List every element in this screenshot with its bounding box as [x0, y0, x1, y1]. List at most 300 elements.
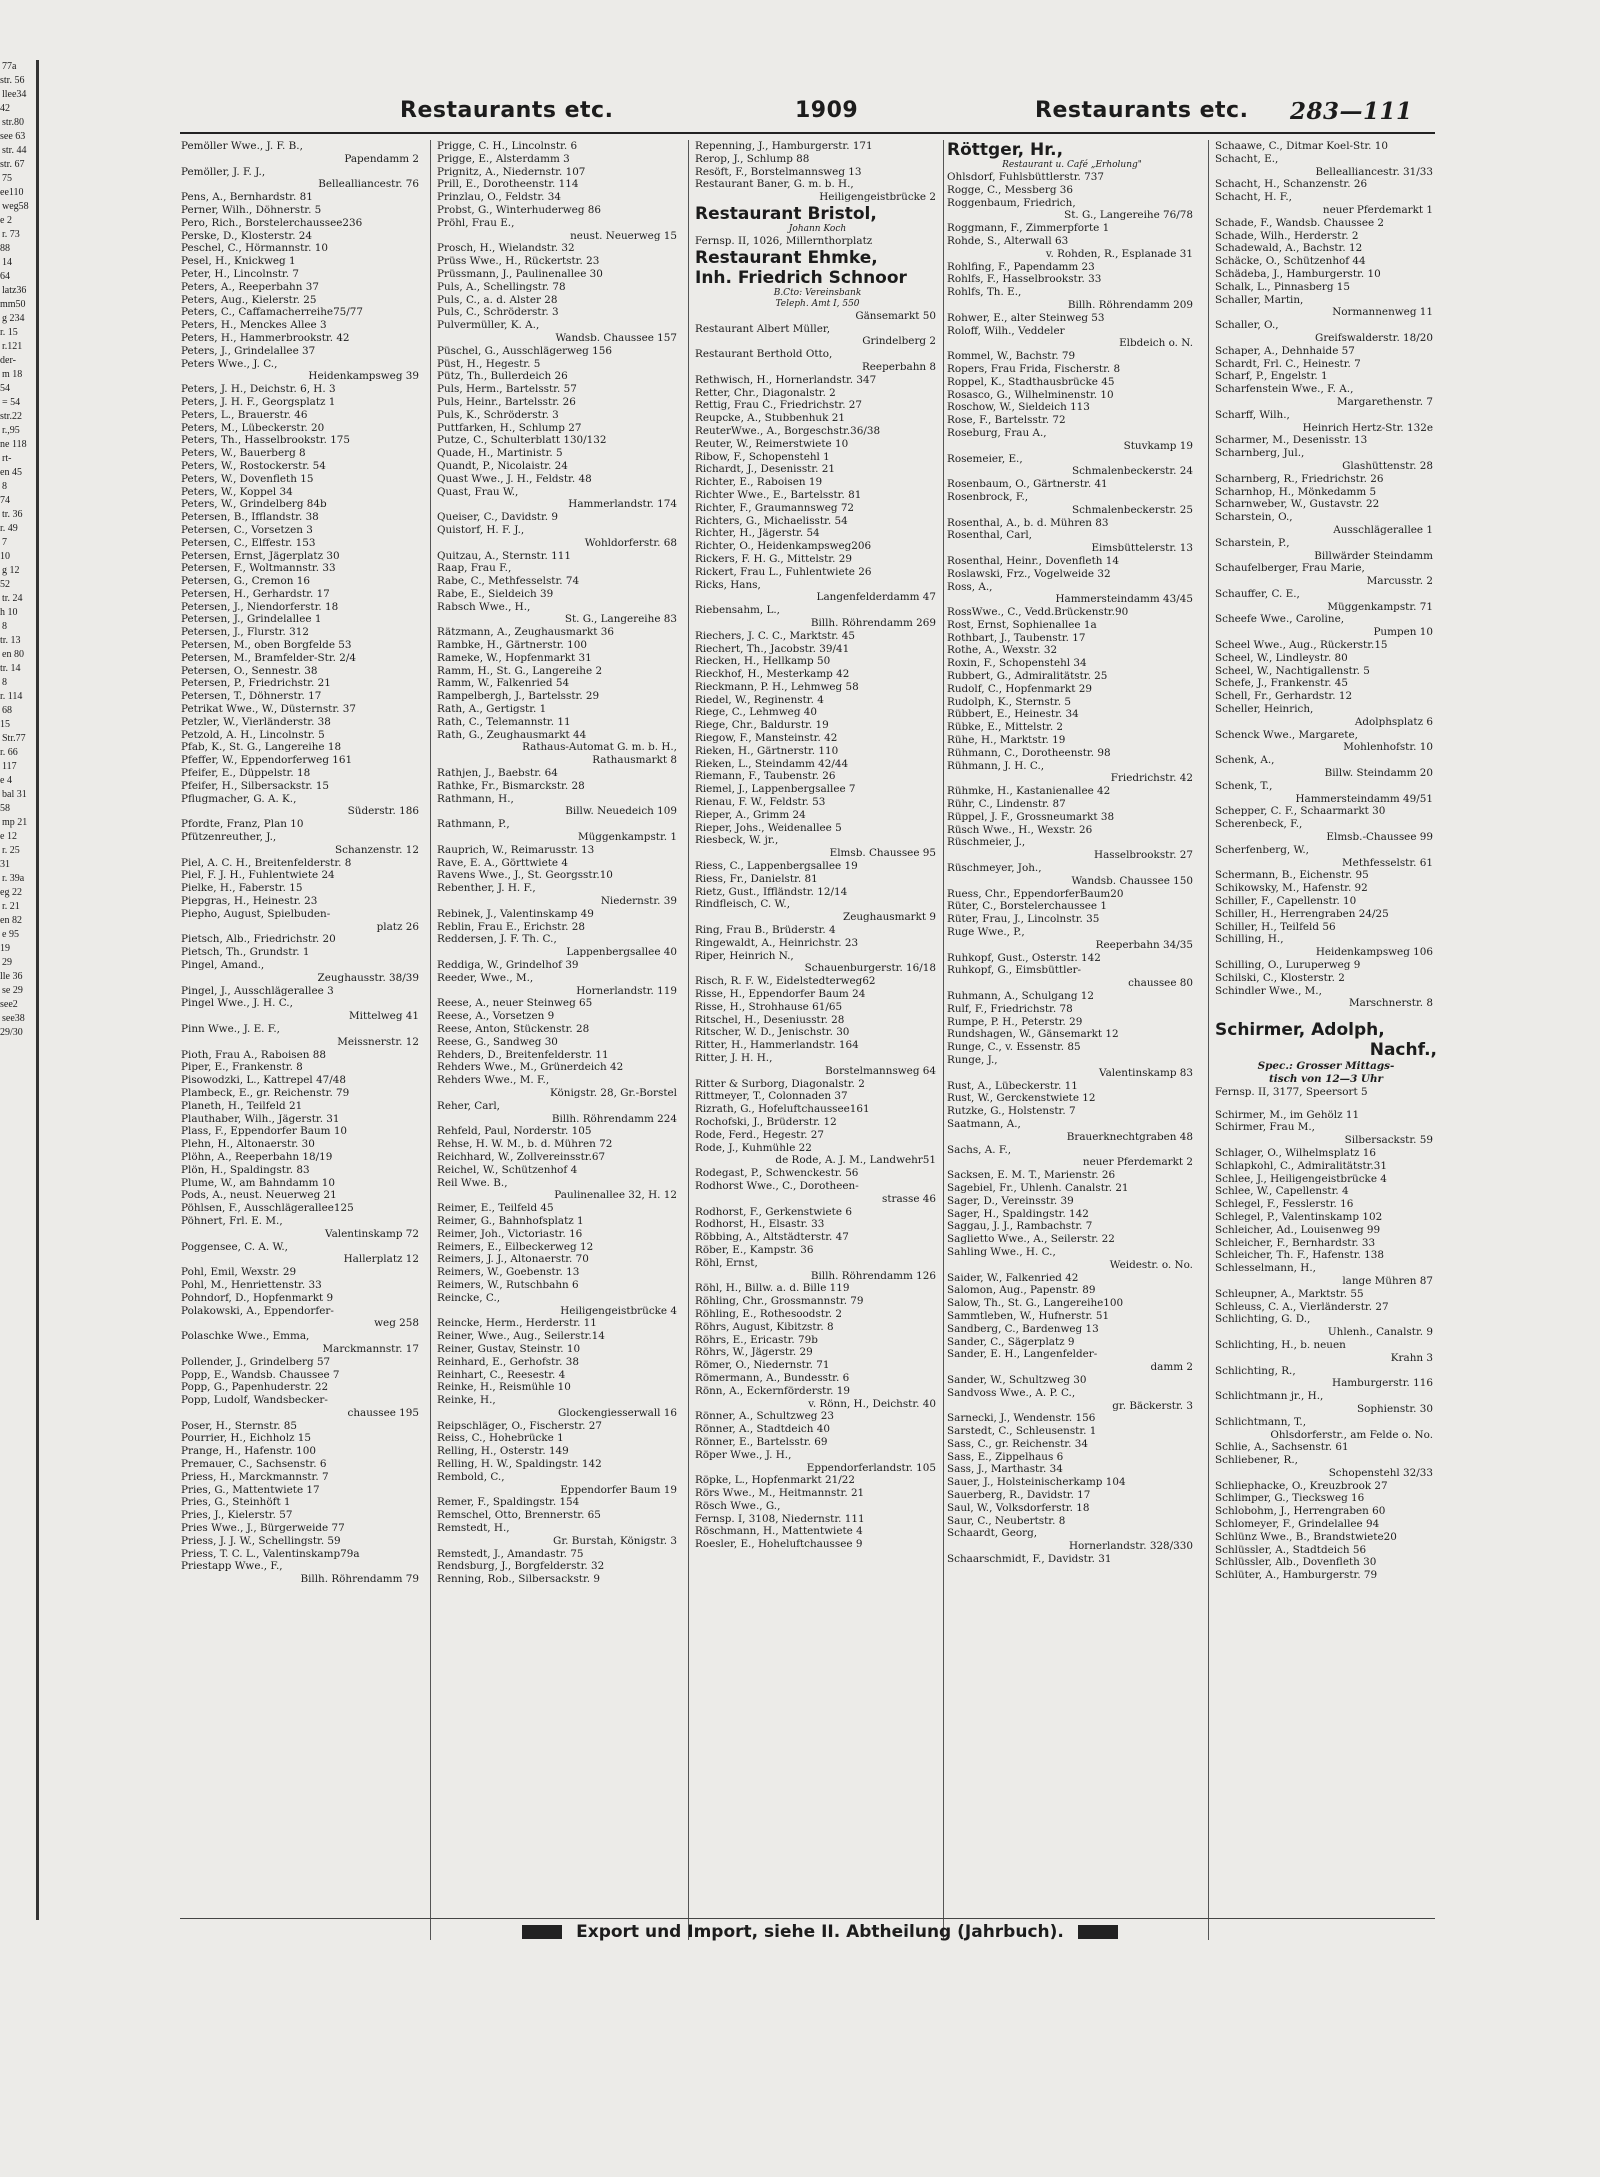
entry-continuation: Adolphsplatz 6 [1354, 715, 1433, 728]
directory-entry: Puls, Herm., Bartelsstr. 57 [437, 383, 577, 396]
directory-entry: Rühmann, J. H. C., [947, 759, 1045, 772]
directory-entry: Rutzke, G., Holstenstr. 7 [947, 1105, 1076, 1118]
directory-entry: Petrikat Wwe., W., Düsternstr. 37 [181, 703, 357, 716]
directory-entry: Roseburg, Frau A., [947, 426, 1047, 439]
entry-continuation: Marcusstr. 2 [1366, 575, 1433, 588]
directory-entry: Rerop, J., Schlump 88 [695, 152, 810, 165]
advert-heading: Schirmer, Adolph, [1215, 1020, 1385, 1041]
entry-continuation: Wandsb. Chaussee 157 [555, 331, 677, 344]
directory-entry: Risch, R. F. W., Eidelstedterweg62 [695, 975, 876, 988]
directory-entry: Prange, H., Hafenstr. 100 [181, 1445, 316, 1458]
strip-fragment: 14 [2, 257, 12, 268]
header-section-left: Restaurants etc. [400, 98, 614, 123]
directory-entry: Reichel, W., Schützenhof 4 [437, 1163, 578, 1176]
directory-entry: Perner, Wilh., Döhnerstr. 5 [181, 203, 322, 216]
entry-continuation: Mittelweg 41 [348, 1010, 419, 1023]
directory-entry: Ruess, Chr., EppendorferBaum20 [947, 887, 1124, 900]
directory-entry: Schliephacke, O., Kreuzbrook 27 [1215, 1479, 1388, 1492]
entry-continuation: Hammersteindamm 49/51 [1295, 792, 1433, 805]
entry-continuation: Silbersackstr. 59 [1344, 1134, 1433, 1147]
directory-entry: Pfützenreuther, J., [181, 831, 277, 844]
directory-entry: Riemel, J., Lappenbergsallee 7 [695, 783, 856, 796]
entry-continuation: lange Mühren 87 [1342, 1274, 1433, 1287]
entry-continuation: Glashüttenstr. 28 [1342, 459, 1433, 472]
entry-continuation: Schopenstehl 32/33 [1328, 1466, 1433, 1479]
directory-entry: Petersen, P., Friedrichstr. 21 [181, 677, 331, 690]
directory-entry: Petersen, J., Flurstr. 312 [181, 626, 309, 639]
entry-continuation: damm 2 [1150, 1361, 1193, 1374]
strip-fragment: r. 73 [2, 229, 20, 240]
entry-continuation: Gr. Burstah, Königstr. 3 [553, 1534, 677, 1547]
entry-continuation: Heidenkampsweg 39 [308, 370, 419, 383]
strip-fragment: tr. 13 [0, 635, 21, 646]
directory-entry: Pflugmacher, G. A. K., [181, 792, 297, 805]
entry-continuation: neuer Pferdemarkt 1 [1322, 203, 1433, 216]
directory-entry: Puls, C., Schröderstr. 3 [437, 306, 559, 319]
directory-entry: Quistorf, H. F. J., [437, 523, 525, 536]
entry-continuation: Rathaus-Automat G. m. b. H., [522, 741, 677, 754]
directory-entry: Rath, A., Gertigstr. 1 [437, 703, 547, 716]
directory-entry: Popp, E., Wandsb. Chaussee 7 [181, 1368, 340, 1381]
directory-entry: Schaardt, Georg, [947, 1527, 1038, 1540]
directory-entry: Pries, G., Mattentwiete 17 [181, 1483, 320, 1496]
directory-entry: Sander, E. H., Langenfelder- [947, 1348, 1098, 1361]
directory-entry: Rüppel, J. F., Grossneumarkt 38 [947, 810, 1115, 823]
directory-entry: Rieper, Johs., Weidenallee 5 [695, 821, 842, 834]
advert-line: Johann Koch [788, 223, 847, 234]
entry-continuation: Gänsemarkt 50 [855, 309, 936, 322]
directory-entry: Schirmer, Frau M., [1215, 1121, 1315, 1134]
strip-fragment: 74 [0, 495, 10, 506]
directory-entry: Rethwisch, H., Hornerlandstr. 347 [695, 373, 877, 386]
directory-entry: Popp, Ludolf, Wandsbecker- [181, 1394, 328, 1407]
directory-entry: Scharnweber, W., Gustavstr. 22 [1215, 498, 1380, 511]
entry-continuation: chaussee 80 [1128, 977, 1193, 990]
directory-entry: Popp, G., Papenhuderstr. 22 [181, 1381, 329, 1394]
directory-entry: Remstedt, H., [437, 1522, 510, 1535]
directory-entry: Priess, J. J. W., Schellingstr. 59 [181, 1534, 341, 1547]
directory-entry: Rönn, A., Eckernförderstr. 19 [695, 1384, 850, 1397]
directory-entry: Reeder, Wwe., M., [437, 971, 534, 984]
directory-entry: Reiss, C., Hohebrücke 1 [437, 1432, 564, 1445]
directory-entry: Rathjen, J., Baebstr. 64 [437, 767, 558, 780]
directory-entry: Peters, J. H. F., Georgsplatz 1 [181, 395, 336, 408]
directory-entry: Schlie, A., Sachsenstr. 61 [1215, 1441, 1349, 1454]
entry-continuation: Krahn 3 [1390, 1351, 1433, 1364]
directory-entry: Scharstein, P., [1215, 536, 1290, 549]
directory-entry: Rodegast, P., Schwenckestr. 56 [695, 1167, 859, 1180]
directory-entry: Schikowsky, M., Hafenstr. 92 [1215, 882, 1368, 895]
directory-entry: Peters, H., Hammerbrookstr. 42 [181, 331, 350, 344]
directory-entry: Puls, C., a. d. Alster 28 [437, 293, 558, 306]
directory-entry: Poggensee, C. A. W., [181, 1240, 288, 1253]
entry-continuation: Fernsp. II, 3177, Speersort 5 [1215, 1085, 1368, 1098]
column-5 [1215, 140, 1437, 1940]
entry-continuation: Stuvkamp 19 [1123, 439, 1193, 452]
entry-continuation: platz 26 [376, 920, 419, 933]
strip-fragment: 15 [0, 719, 10, 730]
directory-entry: Pingel, Amand., [181, 959, 265, 971]
directory-entry: Schliebener, R., [1215, 1454, 1298, 1467]
directory-entry: Prosch, H., Wielandstr. 32 [437, 242, 575, 255]
directory-entry: Schenk, T., [1215, 779, 1273, 792]
directory-entry: Richter, F., Graumannsweg 72 [695, 501, 855, 514]
directory-entry: Rodhorst, F., Gerkenstwiete 6 [695, 1205, 852, 1218]
directory-entry: Reinke, H., Reismühle 10 [437, 1381, 571, 1394]
directory-entry: Schenk, A., [1215, 754, 1275, 767]
strip-fragment: ne 118 [0, 439, 27, 450]
directory-entry: Roxin, F., Schopenstehl 34 [947, 657, 1087, 670]
strip-fragment: 10 [0, 551, 10, 562]
directory-entry: Schaufelberger, Frau Marie, [1215, 562, 1365, 575]
directory-entry: ReuterWwe., A., Borgeschstr.36/38 [695, 424, 881, 437]
directory-entry: Rübke, E., Mittelstr. 2 [947, 721, 1064, 734]
directory-entry: Sauerberg, R., Davidstr. 17 [947, 1489, 1091, 1502]
directory-entry: Schiller, H., Herrengraben 24/25 [1215, 907, 1389, 920]
directory-entry: Salomon, Aug., Papenstr. 89 [947, 1284, 1096, 1297]
directory-entry: Röber, E., Kampstr. 36 [695, 1243, 814, 1256]
directory-entry: Röschmann, H., Mattentwiete 4 [695, 1525, 863, 1538]
directory-entry: Schlichtmann jr., H., [1215, 1390, 1324, 1403]
strip-fragment: rt- [2, 453, 12, 464]
entry-continuation: Hallerplatz 12 [343, 1253, 419, 1266]
entry-continuation: weg 258 [374, 1317, 419, 1330]
directory-entry: Pesel, H., Knickweg 1 [181, 255, 296, 268]
directory-entry: Röhrs, W., Jägerstr. 29 [695, 1346, 813, 1359]
directory-entry: Ropers, Frau Frida, Fischerstr. 8 [947, 362, 1121, 375]
directory-entry: Reiner, Wwe., Aug., Seilerstr.14 [437, 1330, 605, 1343]
directory-entry: Ritschel, H., Deseniusstr. 28 [695, 1013, 845, 1026]
directory-entry: Peters, C., Caffamacherreihe75/77 [181, 306, 364, 319]
directory-entry: Peters Wwe., J. C., [181, 357, 278, 370]
directory-entry: Scharfenstein Wwe., F. A., [1215, 383, 1354, 396]
entry-continuation: Margarethenstr. 7 [1336, 395, 1433, 408]
entry-continuation: Süderstr. 186 [347, 805, 419, 818]
strip-fragment: 68 [2, 705, 12, 716]
directory-entry: Restaurant Albert Müller, [695, 322, 831, 335]
page-number: 283—111 [1290, 98, 1413, 125]
directory-entry: Reddiga, W., Grindelhof 39 [437, 959, 579, 971]
directory-entry: Sahling Wwe., H. C., [947, 1245, 1056, 1258]
directory-entry: Puls, K., Schröderstr. 3 [437, 408, 559, 421]
directory-entry: Reimers, W., Goebenstr. 13 [437, 1266, 580, 1279]
directory-entry: Schlapkohl, C., Admiralitätstr.31 [1215, 1159, 1388, 1172]
entry-continuation: Methfesselstr. 61 [1342, 856, 1433, 869]
directory-entry: Runge, J., [947, 1053, 998, 1066]
spacer [1215, 1010, 1437, 1020]
advert-heading: Restaurant Bristol, [695, 203, 877, 224]
directory-entry: Rohlfs, F., Hasselbrookstr. 33 [947, 273, 1102, 286]
directory-entry: Reimers, J. J., Altonaerstr. 70 [437, 1253, 589, 1266]
directory-entry: Rosenthal, Carl, [947, 529, 1032, 542]
directory-entry: Pries, J., Kielerstr. 57 [181, 1509, 293, 1522]
directory-entry: Richter Wwe., E., Bartelsstr. 81 [695, 488, 862, 501]
strip-fragment: see2 [0, 999, 18, 1010]
entry-continuation: Borstelmannsweg 64 [825, 1064, 936, 1077]
entry-continuation: Billh. Röhrendamm 209 [1067, 298, 1193, 311]
entry-continuation: Billwärder Steindamm [1314, 549, 1433, 562]
directory-entry: Rulf, F., Friedrichstr. 78 [947, 1002, 1073, 1015]
directory-entry: Rehders Wwe., M. F., [437, 1074, 550, 1087]
directory-entry: Pröhl, Frau E., [437, 216, 515, 229]
directory-entry: Pero, Rich., Borstelerchaussee236 [181, 216, 363, 229]
directory-entry: Schilski, C., Klosterstr. 2 [1215, 971, 1345, 984]
directory-entry: Quandt, P., Nicolaistr. 24 [437, 459, 568, 472]
directory-entry: Petersen, C., Vorsetzen 3 [181, 523, 313, 536]
advert-heading: Nachf., [1369, 1040, 1437, 1061]
directory-entry: Rameke, W., Hopfenmarkt 31 [437, 651, 592, 664]
directory-entry: Petzler, W., Vierländerstr. 38 [181, 715, 331, 728]
entry-continuation: Schmalenbeckerstr. 24 [1071, 465, 1193, 478]
strip-fragment: 8 [2, 621, 7, 632]
directory-entry: Schlünz Wwe., B., Brandstwiete20 [1215, 1530, 1397, 1543]
spacer [1215, 1099, 1437, 1109]
directory-entry: Pöhlsen, F., Ausschlägerallee125 [181, 1202, 354, 1215]
strip-fragment: en 45 [0, 467, 22, 478]
directory-entry: Schacht, H., Schanzenstr. 26 [1215, 178, 1368, 191]
directory-entry: Schadewald, A., Bachstr. 12 [1215, 242, 1363, 255]
directory-entry: Scheefe Wwe., Caroline, [1215, 613, 1345, 626]
directory-entry: Ruhkopf, G., Eimsbüttler- [947, 964, 1082, 977]
directory-entry: Sacksen, E. M. T., Marienstr. 26 [947, 1169, 1116, 1182]
directory-entry: Peters, W., Koppel 34 [181, 485, 293, 498]
directory-entry: Pingel Wwe., J. H. C., [181, 997, 293, 1010]
pointing-hand-icon [522, 1925, 562, 1939]
column-divider [943, 140, 944, 1940]
strip-fragment: tr. 36 [2, 509, 23, 520]
directory-entry: Scharmer, M., Desenisstr. 13 [1215, 434, 1368, 447]
directory-entry: Schardt, Frl. C., Heinestr. 7 [1215, 357, 1361, 370]
strip-fragment: e 95 [2, 929, 19, 940]
directory-entry: Rodhorst Wwe., C., Dorotheen- [695, 1179, 859, 1192]
directory-entry: Rogge, C., Messberg 36 [947, 183, 1074, 196]
directory-entry: Ramm, H., St. G., Langereihe 2 [437, 664, 603, 677]
directory-entry: Reblin, Frau E., Erichstr. 28 [437, 920, 585, 933]
directory-entry: Reese, G., Sandweg 30 [437, 1035, 558, 1048]
directory-entry: Scharnhop, H., Mönkedamm 5 [1215, 485, 1377, 498]
directory-entry: Petersen, O., Sennestr. 38 [181, 664, 318, 677]
directory-entry: Ritter, J. H. H., [695, 1052, 773, 1064]
directory-entry: Rochofski, J., Brüderstr. 12 [695, 1115, 837, 1128]
strip-fragment: 77a [2, 61, 17, 72]
directory-entry: Rieken, H., Gärtnerstr. 110 [695, 744, 839, 757]
strip-fragment: der- [0, 355, 16, 366]
strip-fragment: r. 15 [0, 327, 18, 338]
strip-fragment: h 10 [0, 607, 18, 618]
directory-entry: Roslawski, Frz., Vogelweide 32 [947, 567, 1111, 580]
directory-entry: Pries Wwe., J., Bürgerweide 77 [181, 1522, 345, 1535]
directory-entry: Reipschläger, O., Fischerstr. 27 [437, 1419, 603, 1432]
directory-entry: Riecken, H., Hellkamp 50 [695, 655, 831, 668]
directory-entry: Plass, F., Eppendorfer Baum 10 [181, 1125, 348, 1138]
entry-continuation: Hamburgerstr. 116 [1332, 1377, 1433, 1390]
directory-entry: Risse, H., Eppendorfer Baum 24 [695, 988, 866, 1001]
directory-entry: Remschel, Otto, Brennerstr. 65 [437, 1509, 601, 1522]
directory-entry: Rettig, Frau C., Friedrichstr. 27 [695, 399, 863, 412]
column-1 [181, 140, 423, 1940]
strip-fragment: e 4 [0, 775, 12, 786]
directory-entry: Pfeffer, W., Eppendorferweg 161 [181, 754, 353, 767]
directory-entry: Rizrath, G., Hofeluftchaussee161 [695, 1103, 870, 1116]
directory-entry: Schlee, J., Heiligengeistbrücke 4 [1215, 1172, 1387, 1185]
directory-entry: Sager, H., Spaldingstr. 142 [947, 1207, 1089, 1220]
directory-entry: Rode, Ferd., Hegestr. 27 [695, 1128, 824, 1141]
entry-continuation: Paulinenallee 32, H. 12 [554, 1189, 677, 1202]
directory-entry: Rubbert, G., Admiralitätstr. 25 [947, 670, 1108, 683]
directory-entry: Schlee, W., Capellenstr. 4 [1215, 1185, 1349, 1198]
footer-rule [180, 1918, 1435, 1919]
directory-entry: Riper, Heinrich N., [695, 949, 794, 962]
entry-continuation: neust. Neuerweg 15 [570, 229, 677, 242]
directory-entry: Peters, W., Dovenfleth 15 [181, 472, 314, 485]
directory-entry: Sarnecki, J., Wendenstr. 156 [947, 1412, 1096, 1425]
directory-entry: Riesbeck, W. jr., [695, 834, 779, 847]
directory-entry: Pfordte, Franz, Plan 10 [181, 818, 304, 831]
directory-entry: Rüschmeyer, Joh., [947, 862, 1042, 875]
directory-entry: Reimers, W., Rutschbahn 6 [437, 1278, 579, 1291]
strip-fragment: e 2 [0, 215, 12, 226]
directory-entry: Saggau, J. J., Rambachstr. 7 [947, 1220, 1093, 1233]
directory-entry: Röbbing, A., Altstädterstr. 47 [695, 1231, 849, 1244]
directory-entry: Reinhard, E., Gerhofstr. 38 [437, 1355, 579, 1368]
directory-entry: Reher, Carl, [437, 1099, 500, 1112]
entry-continuation: Fernsp. II, 1026, Millernthorplatz [695, 234, 873, 247]
directory-entry: Remer, F., Spaldingstr. 154 [437, 1496, 580, 1509]
directory-entry: Reiner, Gustav, Steinstr. 10 [437, 1342, 581, 1355]
directory-entry: Sagebiel, Fr., Uhlenh. Canalstr. 21 [947, 1181, 1129, 1194]
directory-entry: Riechers, J. C. C., Marktstr. 45 [695, 629, 855, 642]
strip-fragment: tr. 14 [0, 663, 21, 674]
directory-entry: Rathmann, P., [437, 818, 510, 831]
directory-entry: Schleuss, C. A., Vierländerstr. 27 [1215, 1300, 1389, 1313]
directory-entry: Schaawe, C., Ditmar Koel-Str. 10 [1215, 140, 1388, 152]
directory-entry: Riemann, F., Taubenstr. 26 [695, 770, 836, 783]
directory-entry: Pemöller Wwe., J. F. B., [181, 140, 303, 152]
directory-entry: Rieckmann, P. H., Lehmweg 58 [695, 680, 859, 693]
strip-fragment: 58 [0, 803, 10, 814]
directory-entry: Rehders, D., Breitenfelderstr. 11 [437, 1048, 609, 1061]
directory-entry: Petzold, A. H., Lincolnstr. 5 [181, 728, 325, 741]
directory-entry: Reese, A., Vorsetzen 9 [437, 1010, 555, 1023]
directory-entry: Priess, T. C. L., Valentinskamp79a [181, 1547, 360, 1560]
column-3 [695, 140, 940, 1940]
directory-entry: RossWwe., C., Vedd.Brückenstr.90 [947, 606, 1129, 619]
directory-entry: Sass, C., gr. Reichenstr. 34 [947, 1437, 1088, 1450]
directory-entry: Richter, H., Jägerstr. 54 [695, 527, 820, 540]
directory-entry: Schleicher, Th. F., Hafenstr. 138 [1215, 1249, 1384, 1262]
entry-continuation: Billh. Röhrendamm 224 [551, 1112, 677, 1125]
directory-entry: Rüter, Frau, J., Lincolnstr. 35 [947, 913, 1100, 926]
directory-entry: Rembold, C., [437, 1470, 505, 1483]
directory-entry: Prüssmann, J., Paulinenallee 30 [437, 267, 603, 280]
strip-fragment: r. 25 [2, 845, 20, 856]
directory-entry: Piper, E., Frankenstr. 8 [181, 1061, 303, 1074]
entry-continuation: Uhlenh., Canalstr. 9 [1327, 1326, 1433, 1339]
directory-entry: Pietsch, Alb., Friedrichstr. 20 [181, 933, 336, 946]
strip-fragment: Str.77 [2, 733, 26, 744]
strip-fragment: str. 67 [0, 159, 25, 170]
directory-entry: Premauer, C., Sachsenstr. 6 [181, 1458, 327, 1471]
directory-entry: Probst, G., Winterhuderweg 86 [437, 203, 601, 216]
directory-entry: Sass, J., Marthastr. 34 [947, 1463, 1063, 1476]
entry-continuation: St. G., Langereihe 76/78 [1064, 209, 1193, 222]
directory-entry: Polaschke Wwe., Emma, [181, 1330, 310, 1343]
directory-entry: Pfeifer, H., Silbersackstr. 15 [181, 779, 330, 792]
directory-entry: Pohl, Emil, Wexstr. 29 [181, 1266, 297, 1279]
directory-entry: Reese, A., neuer Steinweg 65 [437, 997, 593, 1010]
directory-entry: Scharf, P., Engelstr. 1 [1215, 370, 1328, 383]
directory-entry: Schauffer, C. E., [1215, 587, 1300, 600]
directory-entry: Plehn, H., Altonaerstr. 30 [181, 1138, 315, 1151]
directory-entry: Relling, H., Osterstr. 149 [437, 1445, 569, 1458]
strip-fragment: 117 [2, 761, 17, 772]
directory-entry: Schädeba, J., Hamburgerstr. 10 [1215, 267, 1381, 280]
directory-entry: Sammtleben, W., Hufnerstr. 51 [947, 1309, 1110, 1322]
directory-entry: Schlesselmann, H., [1215, 1262, 1316, 1275]
directory-entry: Planeth, H., Teilfeld 21 [181, 1099, 303, 1112]
directory-entry: Prignitz, A., Niedernstr. 107 [437, 165, 586, 178]
directory-entry: Rösch Wwe., G., [695, 1499, 781, 1512]
entry-continuation: Ausschlägerallee 1 [1333, 523, 1433, 536]
directory-entry: Rühmann, C., Dorotheenstr. 98 [947, 746, 1111, 759]
directory-entry: Rathmann, H., [437, 792, 514, 805]
entry-continuation: Hammerlandstr. 174 [568, 498, 677, 511]
footer-note: Export und Import, siehe II. Abtheilung (Jahrbuch). [576, 1922, 1064, 1942]
directory-entry: Reimer, E., Teilfeld 45 [437, 1202, 554, 1215]
directory-entry: Scheel, W., Lindleystr. 80 [1215, 651, 1348, 664]
strip-fragment: = 54 [2, 397, 21, 408]
entry-continuation: Königstr. 28, Gr.-Borstel [550, 1086, 677, 1099]
directory-entry: Salow, Th., St. G., Langereihe100 [947, 1297, 1124, 1310]
strip-fragment: g 12 [2, 565, 20, 576]
advert-line: Teleph. Amt I, 550 [775, 298, 860, 309]
entry-continuation: Elmsb. Chaussee 95 [829, 847, 936, 860]
directory-entry: Richardt, J., Desenisstr. 21 [695, 463, 835, 476]
advert-line: B.Cto: Vereinsbank [773, 287, 862, 298]
directory-entry: Schlüssler, A., Stadtdeich 56 [1215, 1543, 1367, 1556]
entry-continuation: gr. Bäckerstr. 3 [1112, 1399, 1193, 1412]
column-divider [1208, 140, 1209, 1940]
entry-continuation: Fernsp. I, 3108, Niedernstr. 111 [695, 1512, 865, 1525]
directory-entry: Reese, Anton, Stückenstr. 28 [437, 1022, 590, 1035]
directory-entry: Pielke, H., Faberstr. 15 [181, 882, 303, 895]
directory-entry: Schacht, H. F., [1215, 191, 1292, 204]
directory-entry: Peters, M., Lübeckerstr. 20 [181, 421, 325, 434]
strip-fragment: 31 [0, 859, 10, 870]
directory-entry: Pisowodzki, L., Kattrepel 47/48 [181, 1074, 347, 1087]
entry-continuation: Billh. Röhrendamm 126 [810, 1269, 936, 1282]
directory-entry: Schaarschmidt, F., Davidstr. 31 [947, 1553, 1112, 1566]
directory-entry: Rätzmann, A., Zeughausmarkt 36 [437, 626, 614, 639]
entry-continuation: v. Rönn, H., Deichstr. 40 [808, 1397, 936, 1410]
directory-entry: Plume, W., am Bahndamm 10 [181, 1176, 336, 1189]
directory-entry: Rübbert, E., Heinestr. 34 [947, 708, 1079, 721]
directory-entry: Polakowski, A., Eppendorfer- [181, 1304, 334, 1317]
directory-entry: Röhl, Ernst, [695, 1256, 758, 1269]
directory-entry: Rodhorst, H., Elsastr. 33 [695, 1218, 825, 1231]
directory-entry: Rosenbrock, F., [947, 490, 1029, 503]
directory-entry: Ruhkopf, Gust., Osterstr. 142 [947, 951, 1101, 964]
directory-entry: Schlichtmann, T., [1215, 1415, 1307, 1428]
directory-entry: Pollender, J., Grindelberg 57 [181, 1355, 331, 1368]
advert-line: tisch von 12—3 Uhr [1268, 1072, 1384, 1085]
directory-entry: Pods, A., neust. Neuerweg 21 [181, 1189, 337, 1202]
directory-entry: Ritter, H., Hammerlandstr. 164 [695, 1039, 859, 1052]
directory-entry: Relling, H. W., Spaldingstr. 142 [437, 1458, 602, 1471]
directory-entry: Schaller, Martin, [1215, 293, 1304, 306]
directory-entry: Pohndorf, D., Hopfenmarkt 9 [181, 1291, 334, 1304]
directory-entry: Peters, J. H., Deichstr. 6, H. 3 [181, 383, 336, 396]
